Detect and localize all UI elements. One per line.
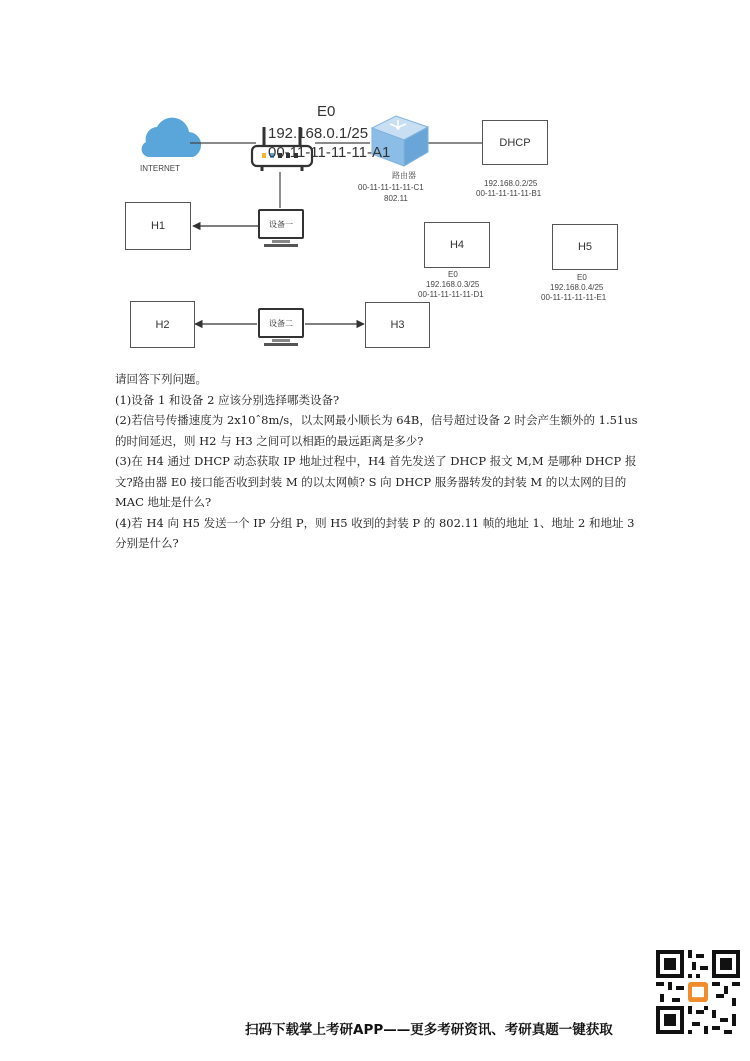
- h5-port: E0: [577, 273, 587, 282]
- host-h4-label: H4: [449, 239, 465, 251]
- h5-mac: 00-11-11-11-11-E1: [541, 293, 607, 302]
- router-standard: 802.11: [384, 194, 408, 203]
- qr-code-icon[interactable]: [656, 950, 740, 1034]
- question-text: [115, 369, 645, 554]
- host-h2-box: [130, 301, 195, 348]
- host-h3-label: H3: [390, 319, 405, 331]
- host-h5-label: H5: [577, 241, 593, 253]
- router-mac: 00-11-11-11-11-C1: [358, 183, 424, 192]
- internet-label: INTERNET: [140, 164, 180, 173]
- device-2-label: 设备二: [258, 308, 304, 338]
- dhcp-server-box: [482, 120, 548, 165]
- question-3: (3)在 H4 通过 DHCP 动态获取 IP 地址过程中，H4 首先发送了 DHCP 报文 M,M 是哪种 DHCP 报文?路由器 E0 接口能否收到封装 M 的以太网帧? S 向 DHCP 服务器转发的封装 M 的以太网的目的 MAC 地址是什么?: [115, 454, 637, 509]
- network-diagram: [0, 0, 750, 370]
- dhcp-ip: 192.168.0.2/25: [484, 179, 538, 188]
- dhcp-mac: 00-11-11-11-11-B1: [476, 189, 542, 198]
- question-4: (4)若 H4 向 H5 发送一个 IP 分组 P，则 H5 收到的封装 P 的 802.11 帧的地址 1、地址 2 和地址 3 分别是什么?: [115, 515, 635, 550]
- e0-mac-label: 00-11-11-11-11-A1: [268, 144, 391, 161]
- footer-promo: 扫码下载掌上考研APP——更多考研资讯、考研真题一键获取: [245, 1022, 613, 1038]
- h5-ip: 192.168.0.4/25: [550, 283, 604, 292]
- cloud-icon: [142, 118, 202, 157]
- e0-port-label: E0: [317, 103, 336, 120]
- host-h2-label: H2: [155, 318, 170, 331]
- host-h5-box: [552, 224, 618, 270]
- h4-mac: 00-11-11-11-11-D1: [418, 290, 484, 299]
- host-h3-box: [365, 302, 430, 348]
- host-h1-label: H1: [150, 220, 166, 232]
- h4-port: E0: [448, 270, 458, 279]
- router-label: 路由器: [392, 171, 416, 180]
- host-h4-box: [424, 222, 490, 268]
- dhcp-server-label: DHCP: [499, 136, 531, 149]
- h4-ip: 192.168.0.3/25: [426, 280, 480, 289]
- question-1: (1)设备 1 和设备 2 应该分别选择哪类设备?: [115, 392, 340, 407]
- device-1-label: 设备一: [258, 209, 304, 239]
- question-2: (2)若信号传播速度为 2x10ˆ8m/s，以太网最小顺长为 64B，信号超过设备 2 时会产生额外的 1.51us 的时间延迟，则 H2 与 H3 之间可以相距的最远距离是多少?: [115, 413, 638, 448]
- e0-ip-label: 192.168.0.1/25: [268, 125, 369, 142]
- host-h1-box: [125, 202, 191, 250]
- intro-line: 请回答下列问题。: [115, 372, 207, 386]
